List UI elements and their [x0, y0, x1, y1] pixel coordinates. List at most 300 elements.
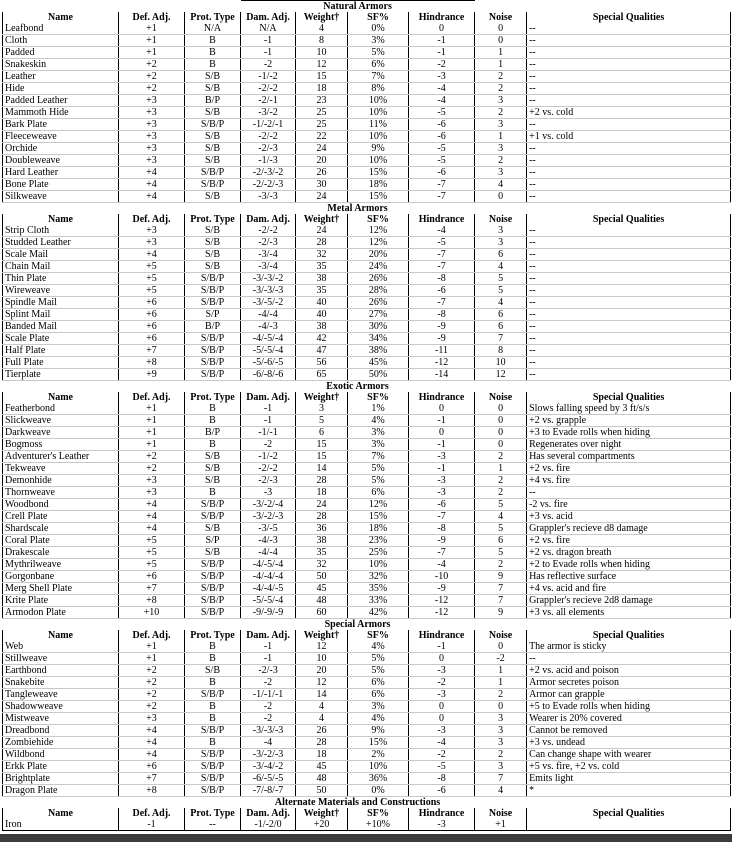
cell-def[interactable]: +4	[119, 167, 185, 179]
cell-name[interactable]: Earthbond	[3, 665, 119, 677]
cell-weight[interactable]: 6	[296, 427, 348, 439]
cell-noise[interactable]: 3	[475, 225, 527, 237]
cell-weight[interactable]: 36	[296, 523, 348, 535]
cell-noise[interactable]: 4	[475, 261, 527, 273]
cell-name[interactable]: Thornweave	[3, 487, 119, 499]
cell-hind[interactable]: -7	[409, 179, 475, 191]
table-row[interactable]	[3, 535, 731, 547]
table-row[interactable]	[3, 131, 731, 143]
cell-weight[interactable]: 35	[296, 547, 348, 559]
cell-sf[interactable]: 2%	[348, 749, 409, 761]
cell-def[interactable]: +3	[119, 237, 185, 249]
cell-name[interactable]: Erkk Plate	[3, 761, 119, 773]
table-row[interactable]	[3, 415, 731, 427]
cell-def[interactable]: +8	[119, 785, 185, 797]
table-row[interactable]	[3, 321, 731, 333]
cell-sq[interactable]: --	[527, 225, 731, 237]
table-row[interactable]	[3, 583, 731, 595]
cell-weight[interactable]: 18	[296, 487, 348, 499]
cell-prot[interactable]: S/B	[185, 261, 241, 273]
cell-weight[interactable]: 26	[296, 725, 348, 737]
cell-sq[interactable]: Wearer is 20% covered	[527, 713, 731, 725]
cell-hind[interactable]: -4	[409, 559, 475, 571]
cell-def[interactable]: +8	[119, 357, 185, 369]
cell-prot[interactable]: S/B/P	[185, 583, 241, 595]
cell-dam[interactable]: -3	[241, 487, 296, 499]
table-row[interactable]	[3, 701, 731, 713]
table-row[interactable]	[3, 523, 731, 535]
cell-noise[interactable]: 2	[475, 475, 527, 487]
cell-name[interactable]: Bone Plate	[3, 179, 119, 191]
cell-name[interactable]: Chain Mail	[3, 261, 119, 273]
cell-sq[interactable]: Slows falling speed by 3 ft/s/s	[527, 403, 731, 415]
cell-dam[interactable]: -2/-3/-2	[241, 167, 296, 179]
cell-sf[interactable]: 5%	[348, 47, 409, 59]
cell-noise[interactable]: 6	[475, 321, 527, 333]
cell-def[interactable]: +2	[119, 463, 185, 475]
cell-def[interactable]: +5	[119, 559, 185, 571]
cell-weight[interactable]: 28	[296, 237, 348, 249]
cell-sq[interactable]: Regenerates over night	[527, 439, 731, 451]
cell-sq[interactable]: --	[527, 321, 731, 333]
cell-name[interactable]: Featherbond	[3, 403, 119, 415]
cell-prot[interactable]: S/B/P	[185, 773, 241, 785]
cell-def[interactable]: +5	[119, 273, 185, 285]
cell-noise[interactable]: 2	[475, 689, 527, 701]
cell-sq[interactable]: --	[527, 487, 731, 499]
cell-prot[interactable]: S/B	[185, 143, 241, 155]
cell-noise[interactable]: 9	[475, 571, 527, 583]
table-row[interactable]	[3, 369, 731, 381]
cell-name[interactable]: Banded Mail	[3, 321, 119, 333]
cell-sq[interactable]: --	[527, 653, 731, 665]
cell-weight[interactable]: 20	[296, 665, 348, 677]
cell-weight[interactable]: 56	[296, 357, 348, 369]
cell-prot[interactable]: B	[185, 701, 241, 713]
cell-hind[interactable]: -12	[409, 607, 475, 619]
cell-weight[interactable]: 30	[296, 179, 348, 191]
table-row[interactable]	[3, 83, 731, 95]
cell-weight[interactable]: 22	[296, 131, 348, 143]
cell-sq[interactable]: --	[527, 191, 731, 203]
cell-weight[interactable]: 35	[296, 285, 348, 297]
cell-sf[interactable]: 3%	[348, 427, 409, 439]
cell-prot[interactable]: S/B	[185, 547, 241, 559]
cell-def[interactable]: +4	[119, 511, 185, 523]
cell-name[interactable]: Scale Plate	[3, 333, 119, 345]
cell-noise[interactable]: 1	[475, 59, 527, 71]
cell-def[interactable]: +4	[119, 499, 185, 511]
cell-name[interactable]: Thin Plate	[3, 273, 119, 285]
cell-hind[interactable]: -12	[409, 595, 475, 607]
cell-name[interactable]: Fleeceweave	[3, 131, 119, 143]
cell-hind[interactable]: -14	[409, 369, 475, 381]
cell-def[interactable]: +3	[119, 713, 185, 725]
cell-noise[interactable]: 0	[475, 427, 527, 439]
cell-noise[interactable]: 3	[475, 95, 527, 107]
cell-weight[interactable]: 25	[296, 107, 348, 119]
cell-sq[interactable]: --	[527, 23, 731, 35]
table-row[interactable]	[3, 119, 731, 131]
cell-name[interactable]: Dragon Plate	[3, 785, 119, 797]
cell-sf[interactable]: 3%	[348, 701, 409, 713]
cell-weight[interactable]: 35	[296, 261, 348, 273]
cell-dam[interactable]: -2	[241, 439, 296, 451]
cell-def[interactable]: +1	[119, 23, 185, 35]
cell-def[interactable]: +4	[119, 249, 185, 261]
cell-name[interactable]: Woodbond	[3, 499, 119, 511]
cell-weight[interactable]: 24	[296, 225, 348, 237]
cell-noise[interactable]: 10	[475, 357, 527, 369]
cell-def[interactable]: +3	[119, 155, 185, 167]
cell-sq[interactable]: Has reflective surface	[527, 571, 731, 583]
table-row[interactable]	[3, 499, 731, 511]
cell-hind[interactable]: -7	[409, 191, 475, 203]
cell-weight[interactable]: 3	[296, 403, 348, 415]
table-row[interactable]	[3, 249, 731, 261]
table-row[interactable]	[3, 333, 731, 345]
cell-sf[interactable]: 10%	[348, 107, 409, 119]
cell-noise[interactable]: 0	[475, 403, 527, 415]
cell-sf[interactable]: 7%	[348, 451, 409, 463]
cell-def[interactable]: +3	[119, 487, 185, 499]
cell-hind[interactable]: -1	[409, 463, 475, 475]
cell-name[interactable]: Hard Leather	[3, 167, 119, 179]
cell-hind[interactable]: -6	[409, 167, 475, 179]
cell-name[interactable]: Wildbond	[3, 749, 119, 761]
cell-dam[interactable]: -3/-3/-2	[241, 273, 296, 285]
cell-hind[interactable]: -1	[409, 35, 475, 47]
cell-name[interactable]: Web	[3, 641, 119, 653]
cell-prot[interactable]: S/B/P	[185, 749, 241, 761]
cell-sq[interactable]: -2 vs. fire	[527, 499, 731, 511]
cell-sf[interactable]: 25%	[348, 547, 409, 559]
cell-noise[interactable]: 1	[475, 47, 527, 59]
cell-hind[interactable]: 0	[409, 23, 475, 35]
cell-noise[interactable]: 0	[475, 439, 527, 451]
table-row[interactable]	[3, 559, 731, 571]
cell-prot[interactable]: S/B	[185, 191, 241, 203]
cell-noise[interactable]: 3	[475, 167, 527, 179]
cell-sf[interactable]: 28%	[348, 285, 409, 297]
cell-def[interactable]: +6	[119, 761, 185, 773]
cell-dam[interactable]: -3/-3/-3	[241, 725, 296, 737]
cell-sf[interactable]: 5%	[348, 475, 409, 487]
cell-sf[interactable]: 0%	[348, 23, 409, 35]
cell-prot[interactable]: S/B/P	[185, 689, 241, 701]
cell-sq[interactable]: +2 vs. acid and poison	[527, 665, 731, 677]
cell-sf[interactable]: 18%	[348, 179, 409, 191]
cell-sf[interactable]: 30%	[348, 321, 409, 333]
table-row[interactable]	[3, 427, 731, 439]
cell-noise[interactable]: 3	[475, 713, 527, 725]
cell-name[interactable]: Leafbond	[3, 23, 119, 35]
cell-dam[interactable]: -4/-4/-4	[241, 571, 296, 583]
cell-prot[interactable]: B	[185, 487, 241, 499]
cell-prot[interactable]: B	[185, 641, 241, 653]
cell-dam[interactable]: N/A	[241, 23, 296, 35]
cell-sf[interactable]: 5%	[348, 463, 409, 475]
cell-name[interactable]: Dreadbond	[3, 725, 119, 737]
cell-def[interactable]: +4	[119, 191, 185, 203]
cell-weight[interactable]: 45	[296, 761, 348, 773]
cell-prot[interactable]: S/B	[185, 71, 241, 83]
cell-sf[interactable]: 1%	[348, 403, 409, 415]
cell-sf[interactable]: 12%	[348, 237, 409, 249]
cell-prot[interactable]: S/B	[185, 155, 241, 167]
cell-name[interactable]: Doubleweave	[3, 155, 119, 167]
cell-dam[interactable]: -1/-2	[241, 71, 296, 83]
cell-dam[interactable]: -1	[241, 35, 296, 47]
cell-prot[interactable]: S/B/P	[185, 179, 241, 191]
cell-sf[interactable]: 7%	[348, 71, 409, 83]
cell-def[interactable]: +5	[119, 547, 185, 559]
cell-weight[interactable]: 28	[296, 511, 348, 523]
cell-noise[interactable]: 7	[475, 583, 527, 595]
cell-weight[interactable]: 28	[296, 737, 348, 749]
cell-noise[interactable]: 2	[475, 749, 527, 761]
cell-weight[interactable]: +20	[296, 819, 348, 831]
cell-weight[interactable]: 24	[296, 191, 348, 203]
cell-sq[interactable]: +5 vs. fire, +2 vs. cold	[527, 761, 731, 773]
table-row[interactable]	[3, 653, 731, 665]
cell-hind[interactable]: -2	[409, 677, 475, 689]
table-row[interactable]	[3, 773, 731, 785]
cell-hind[interactable]: -12	[409, 357, 475, 369]
cell-weight[interactable]: 40	[296, 309, 348, 321]
table-row[interactable]	[3, 225, 731, 237]
cell-sf[interactable]: 12%	[348, 499, 409, 511]
cell-noise[interactable]: 1	[475, 677, 527, 689]
cell-noise[interactable]: 3	[475, 143, 527, 155]
cell-noise[interactable]: 9	[475, 607, 527, 619]
cell-hind[interactable]: -6	[409, 499, 475, 511]
table-row[interactable]	[3, 285, 731, 297]
table-row[interactable]	[3, 713, 731, 725]
table-row[interactable]	[3, 819, 731, 831]
cell-prot[interactable]: B	[185, 403, 241, 415]
cell-def[interactable]: +3	[119, 107, 185, 119]
cell-prot[interactable]: B/P	[185, 427, 241, 439]
cell-sq[interactable]: +2 vs. dragon breath	[527, 547, 731, 559]
table-row[interactable]	[3, 23, 731, 35]
cell-dam[interactable]: -1/-1/-1	[241, 689, 296, 701]
cell-hind[interactable]: -6	[409, 119, 475, 131]
cell-prot[interactable]: S/B	[185, 83, 241, 95]
cell-sq[interactable]: +2 vs. cold	[527, 107, 731, 119]
cell-sf[interactable]: 24%	[348, 261, 409, 273]
cell-sq[interactable]: --	[527, 143, 731, 155]
cell-prot[interactable]: S/B/P	[185, 297, 241, 309]
cell-noise[interactable]: 4	[475, 511, 527, 523]
cell-sf[interactable]: 10%	[348, 155, 409, 167]
cell-prot[interactable]: S/B/P	[185, 333, 241, 345]
table-row[interactable]	[3, 143, 731, 155]
cell-name[interactable]: Studded Leather	[3, 237, 119, 249]
cell-dam[interactable]: -1/-1	[241, 427, 296, 439]
cell-sq[interactable]: Emits light	[527, 773, 731, 785]
cell-hind[interactable]: -5	[409, 761, 475, 773]
cell-prot[interactable]: S/B/P	[185, 345, 241, 357]
cell-prot[interactable]: B/P	[185, 321, 241, 333]
cell-sq[interactable]: --	[527, 273, 731, 285]
cell-hind[interactable]: 0	[409, 713, 475, 725]
cell-def[interactable]: +4	[119, 725, 185, 737]
cell-name[interactable]: Brightplate	[3, 773, 119, 785]
table-row[interactable]	[3, 641, 731, 653]
cell-name[interactable]: Merg Shell Plate	[3, 583, 119, 595]
cell-name[interactable]: Half Plate	[3, 345, 119, 357]
cell-dam[interactable]: -1/-3	[241, 155, 296, 167]
cell-prot[interactable]: S/B	[185, 249, 241, 261]
cell-weight[interactable]: 15	[296, 439, 348, 451]
cell-hind[interactable]: -3	[409, 665, 475, 677]
cell-dam[interactable]: -2	[241, 713, 296, 725]
table-row[interactable]	[3, 35, 731, 47]
cell-dam[interactable]: -4/-5/-4	[241, 333, 296, 345]
cell-sq[interactable]: +5 to Evade rolls when hiding	[527, 701, 731, 713]
cell-name[interactable]: Hide	[3, 83, 119, 95]
table-row[interactable]	[3, 345, 731, 357]
cell-def[interactable]: +7	[119, 583, 185, 595]
cell-sf[interactable]: 27%	[348, 309, 409, 321]
cell-noise[interactable]: 5	[475, 285, 527, 297]
cell-name[interactable]: Bogmoss	[3, 439, 119, 451]
cell-prot[interactable]: S/B/P	[185, 167, 241, 179]
cell-def[interactable]: +3	[119, 143, 185, 155]
cell-name[interactable]: Krite Plate	[3, 595, 119, 607]
cell-name[interactable]: Spindle Mail	[3, 297, 119, 309]
cell-name[interactable]: Drakescale	[3, 547, 119, 559]
cell-sq[interactable]: Armor can grapple	[527, 689, 731, 701]
cell-hind[interactable]: -5	[409, 237, 475, 249]
table-row[interactable]	[3, 725, 731, 737]
cell-sq[interactable]: --	[527, 249, 731, 261]
cell-weight[interactable]: 4	[296, 713, 348, 725]
cell-prot[interactable]: S/B	[185, 225, 241, 237]
cell-dam[interactable]: -2	[241, 677, 296, 689]
cell-sq[interactable]: --	[527, 369, 731, 381]
cell-weight[interactable]: 42	[296, 333, 348, 345]
cell-noise[interactable]: 2	[475, 107, 527, 119]
cell-weight[interactable]: 38	[296, 321, 348, 333]
cell-dam[interactable]: -2/-3	[241, 665, 296, 677]
cell-dam[interactable]: -4/-3	[241, 321, 296, 333]
cell-def[interactable]: +1	[119, 403, 185, 415]
cell-dam[interactable]: -2/-2	[241, 83, 296, 95]
cell-dam[interactable]: -3/-4/-2	[241, 761, 296, 773]
cell-sf[interactable]: 15%	[348, 737, 409, 749]
cell-name[interactable]: Shadowweave	[3, 701, 119, 713]
cell-name[interactable]: Tangleweave	[3, 689, 119, 701]
cell-prot[interactable]: B	[185, 677, 241, 689]
cell-noise[interactable]: 2	[475, 451, 527, 463]
cell-sq[interactable]: +3 vs. all elements	[527, 607, 731, 619]
cell-def[interactable]: +4	[119, 749, 185, 761]
cell-sq[interactable]: Has several compartments	[527, 451, 731, 463]
cell-hind[interactable]: 0	[409, 403, 475, 415]
cell-sq[interactable]: +2 to Evade rolls when hiding	[527, 559, 731, 571]
cell-prot[interactable]: B	[185, 713, 241, 725]
cell-hind[interactable]: -7	[409, 249, 475, 261]
cell-sq[interactable]: The armor is sticky	[527, 641, 731, 653]
table-row[interactable]	[3, 475, 731, 487]
cell-dam[interactable]: -2/-1	[241, 95, 296, 107]
cell-hind[interactable]: -4	[409, 225, 475, 237]
cell-def[interactable]: +3	[119, 475, 185, 487]
cell-prot[interactable]: --	[185, 819, 241, 831]
cell-hind[interactable]: -9	[409, 333, 475, 345]
cell-dam[interactable]: -4/-3	[241, 535, 296, 547]
cell-def[interactable]: +9	[119, 369, 185, 381]
cell-sq[interactable]: *	[527, 785, 731, 797]
cell-prot[interactable]: S/B/P	[185, 285, 241, 297]
table-row[interactable]	[3, 689, 731, 701]
cell-sf[interactable]: 20%	[348, 249, 409, 261]
cell-noise[interactable]: 6	[475, 535, 527, 547]
cell-prot[interactable]: S/B/P	[185, 499, 241, 511]
cell-noise[interactable]: 2	[475, 155, 527, 167]
cell-sq[interactable]: --	[527, 309, 731, 321]
cell-weight[interactable]: 18	[296, 83, 348, 95]
cell-def[interactable]: +2	[119, 83, 185, 95]
cell-name[interactable]: Cloth	[3, 35, 119, 47]
cell-prot[interactable]: S/P	[185, 309, 241, 321]
cell-def[interactable]: -1	[119, 819, 185, 831]
cell-sf[interactable]: 15%	[348, 167, 409, 179]
cell-dam[interactable]: -3/-2/-3	[241, 749, 296, 761]
cell-noise[interactable]: 4	[475, 785, 527, 797]
cell-weight[interactable]: 48	[296, 595, 348, 607]
cell-name[interactable]: Shardscale	[3, 523, 119, 535]
cell-sf[interactable]: 9%	[348, 725, 409, 737]
cell-noise[interactable]: 0	[475, 641, 527, 653]
cell-prot[interactable]: S/B	[185, 523, 241, 535]
table-row[interactable]	[3, 785, 731, 797]
cell-dam[interactable]: -5/-6/-5	[241, 357, 296, 369]
cell-weight[interactable]: 26	[296, 167, 348, 179]
cell-prot[interactable]: S/B	[185, 463, 241, 475]
cell-name[interactable]: Silkweave	[3, 191, 119, 203]
cell-dam[interactable]: -4/-4	[241, 309, 296, 321]
cell-prot[interactable]: N/A	[185, 23, 241, 35]
cell-sq[interactable]: --	[527, 59, 731, 71]
cell-prot[interactable]: B	[185, 47, 241, 59]
cell-prot[interactable]: S/B/P	[185, 273, 241, 285]
cell-hind[interactable]: -9	[409, 535, 475, 547]
cell-def[interactable]: +4	[119, 523, 185, 535]
cell-sq[interactable]: +1 vs. cold	[527, 131, 731, 143]
cell-dam[interactable]: -6/-5/-5	[241, 773, 296, 785]
cell-sq[interactable]: +3 to Evade rolls when hiding	[527, 427, 731, 439]
cell-weight[interactable]: 32	[296, 559, 348, 571]
cell-sq[interactable]: --	[527, 167, 731, 179]
cell-name[interactable]: Leather	[3, 71, 119, 83]
cell-name[interactable]: Scale Mail	[3, 249, 119, 261]
cell-weight[interactable]: 8	[296, 35, 348, 47]
cell-name[interactable]: Splint Mail	[3, 309, 119, 321]
cell-prot[interactable]: S/B	[185, 475, 241, 487]
cell-name[interactable]: Mythrilweave	[3, 559, 119, 571]
cell-def[interactable]: +6	[119, 309, 185, 321]
cell-name[interactable]: Snakeskin	[3, 59, 119, 71]
cell-dam[interactable]: -9/-9/-9	[241, 607, 296, 619]
cell-sf[interactable]: 15%	[348, 191, 409, 203]
cell-dam[interactable]: -1/-2/-1	[241, 119, 296, 131]
cell-name[interactable]: Mistweave	[3, 713, 119, 725]
cell-def[interactable]: +5	[119, 261, 185, 273]
table-row[interactable]	[3, 749, 731, 761]
